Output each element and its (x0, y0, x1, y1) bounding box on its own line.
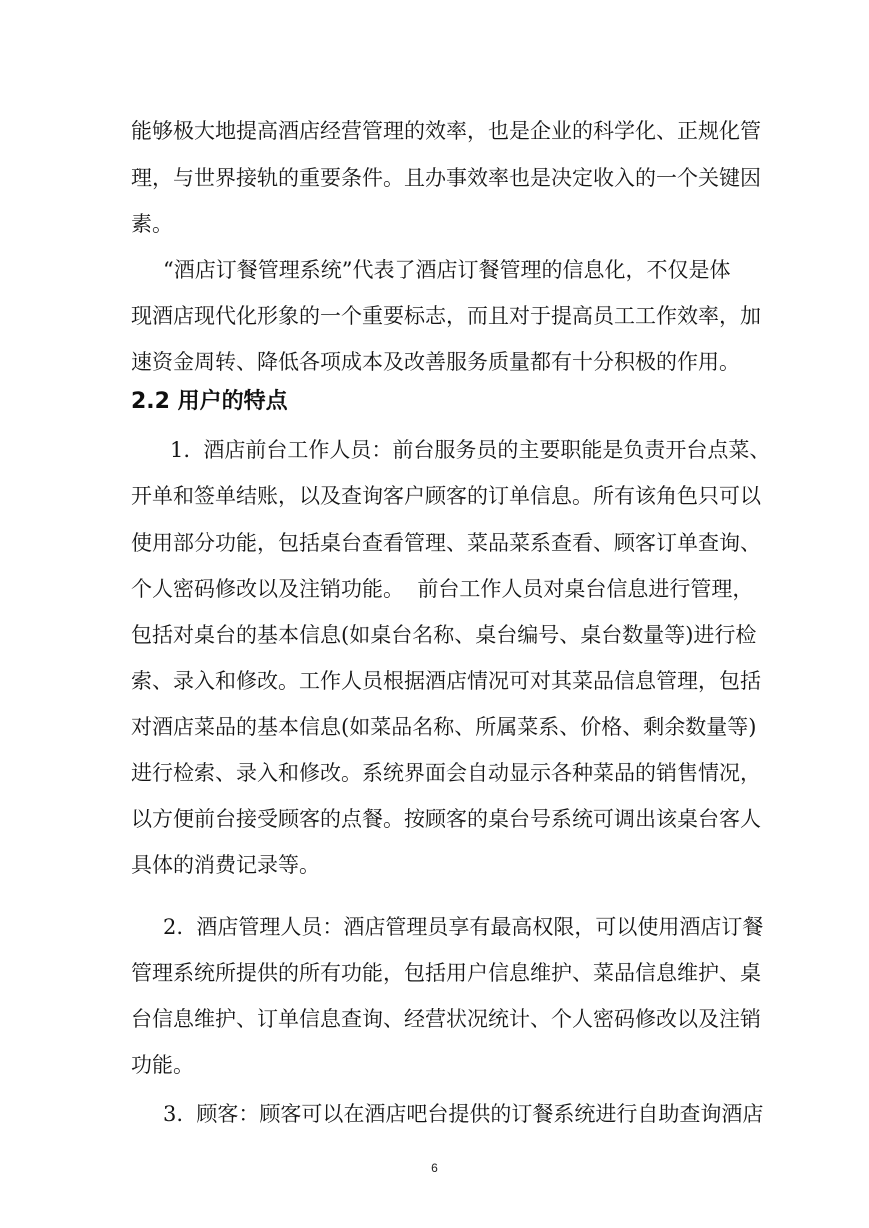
list-item-line: 功能。 (131, 1053, 194, 1077)
paragraph-line: 素。 (131, 212, 173, 236)
section-heading: 2.2 用户的特点 (131, 389, 288, 414)
list-item-line: 个人密码修改以及注销功能。 前台工作人员对桌台信息进行管理， (131, 577, 754, 601)
list-item-line: 使用部分功能，包括桌台查看管理、菜品菜系查看、顾客订单查询、 (131, 531, 761, 555)
paragraph-line: 速资金周转、降低各项成本及改善服务质量都有十分积极的作用。 (131, 350, 740, 374)
list-item-line: 开单和签单结账，以及查询客户顾客的订单信息。所有该角色只可以 (131, 484, 761, 508)
list-item-line: 3. 顾客：顾客可以在酒店吧台提供的订餐系统进行自助查询酒店 (163, 1102, 764, 1126)
list-item-line: 索、录入和修改。工作人员根据酒店情况可对其菜品信息管理，包括 (131, 669, 761, 693)
paragraph-line: 现酒店现代化形象的一个重要标志，而且对于提高员工工作效率，加 (131, 304, 761, 328)
list-item-line: 1. 酒店前台工作人员：前台服务员的主要职能是负责开台点菜、 (170, 438, 771, 462)
list-item-line: 包括对桌台的基本信息(如桌台名称、桌台编号、桌台数量等)进行检 (131, 623, 757, 647)
list-item-line: 2. 酒店管理人员：酒店管理员享有最高权限，可以使用酒店订餐 (163, 915, 764, 939)
list-item-line: 具体的消费记录等。 (131, 853, 320, 877)
list-item-line: 台信息维护、订单信息查询、经营状况统计、个人密码修改以及注销 (131, 1007, 761, 1031)
list-item-line: 以方便前台接受顾客的点餐。按顾客的桌台号系统可调出该桌台客人 (131, 807, 761, 831)
list-item-line: 进行检索、录入和修改。系统界面会自动显示各种菜品的销售情况， (131, 761, 761, 785)
list-item-line: 对酒店菜品的基本信息(如菜品名称、所属菜系、价格、剩余数量等) (131, 715, 757, 739)
paragraph-line: 能够极大地提高酒店经营管理的效率，也是企业的科学化、正规化管 (131, 119, 761, 143)
paragraph-line: 理，与世界接轨的重要条件。且办事效率也是决定收入的一个关键因 (131, 166, 761, 190)
page-number: 6 (431, 1161, 438, 1175)
paragraph-line: “酒店订餐管理系统”代表了酒店订餐管理的信息化，不仅是体 (163, 258, 731, 282)
list-item-line: 管理系统所提供的所有功能，包括用户信息维护、菜品信息维护、桌 (131, 961, 761, 985)
